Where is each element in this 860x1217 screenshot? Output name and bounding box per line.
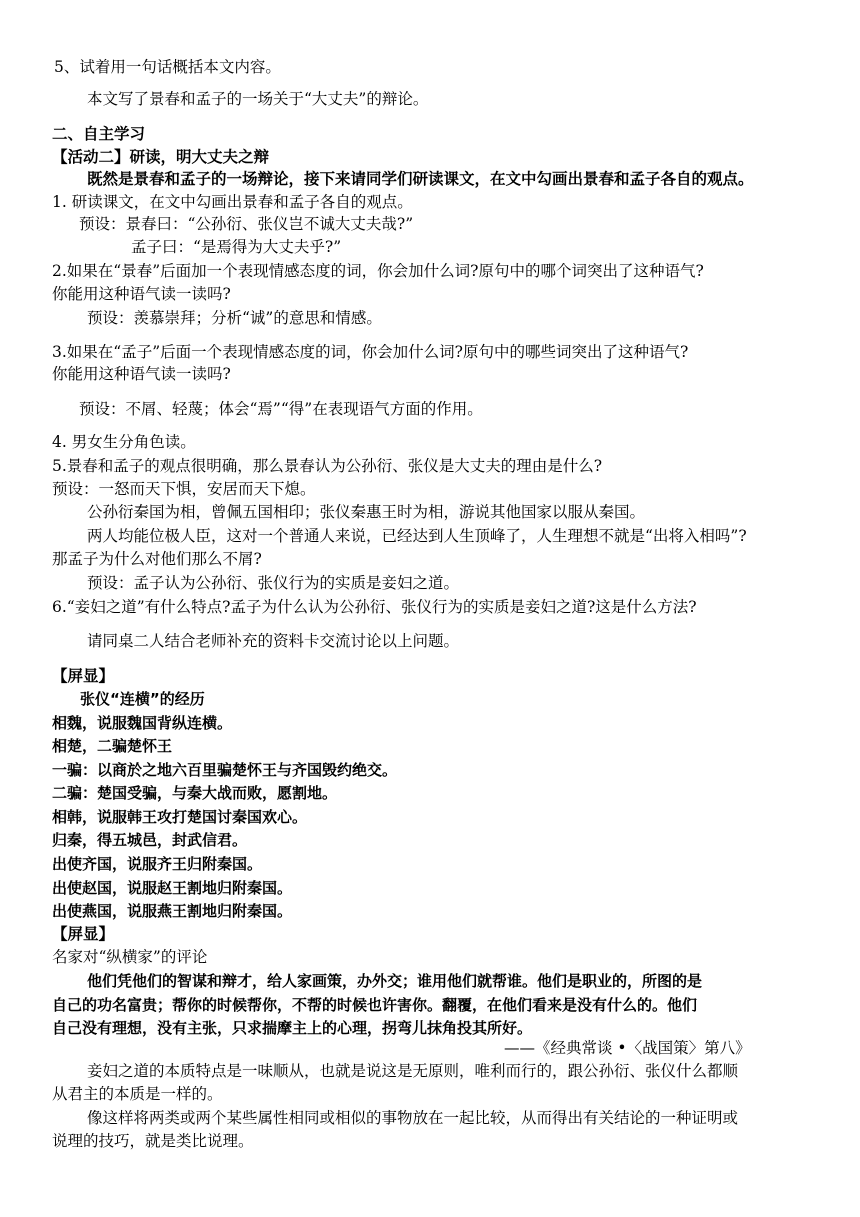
commentary-quote: 自己没有理想，没有主张，只求揣摩主上的心理，拐弯儿抹角投其所好。: [52, 1019, 533, 1037]
item-5-preset: 预设：一怒而天下惧，安居而天下熄。: [52, 480, 316, 498]
zhangyi-line: 出使燕国，说服燕王割地归附秦国。: [52, 902, 293, 920]
item-5-paragraph-3: 预设：孟子认为公孙衍、张仪行为的实质是妾妇之道。: [87, 574, 460, 592]
conclusion-paragraph-2: 像这样将两类或两个某些属性相同或相似的事物放在一起比较，从而得出有关结论的一种证明或: [87, 1109, 739, 1127]
item-3-continued: 你能用这种语气读一读吗?: [52, 365, 231, 383]
question-5: 5、试着用一句话概括本文内容。: [54, 58, 281, 76]
item-5-paragraph-2: 两人均能位极人臣，这对一个普通人来说，已经达到人生顶峰了，人生理想不就是“出将入相吗”?: [87, 527, 747, 545]
commentary-source: ——《经典常谈 •〈战国策〉第八》: [504, 1039, 751, 1057]
zhangyi-line: 一骗：以商於之地六百里骗楚怀王与齐国毁约绝交。: [52, 761, 398, 779]
item-6: 6.“妾妇之道”有什么特点?孟子为什么认为公孙衍、张仪行为的实质是妾妇之道?这是什么方法?: [52, 598, 697, 616]
activity-title: 【活动二】研读，明大丈夫之辩: [52, 147, 270, 166]
zhangyi-line: 相韩，说服韩王攻打楚国讨秦国欢心。: [52, 808, 308, 826]
zhangyi-line: 出使齐国，说服齐王归附秦国。: [52, 855, 263, 873]
section-heading: 二、自主学习: [52, 124, 146, 143]
item-2-continued: 你能用这种语气读一读吗?: [52, 285, 231, 303]
zhangyi-line: 归秦，得五城邑，封武信君。: [52, 831, 248, 849]
item-5-paragraph-2-continued: 那孟子为什么对他们那么不屑?: [52, 550, 262, 568]
item-1: 1. 研读课文，在文中勾画出景春和孟子各自的观点。: [52, 193, 413, 211]
zhangyi-line: 出使赵国，说服赵王割地归附秦国。: [52, 879, 293, 897]
zhangyi-line: 相魏，说服魏国背纵连横。: [52, 714, 233, 732]
zhangyi-title: 张仪“连横”的经历: [80, 690, 205, 708]
item-5: 5.景春和孟子的观点很明确，那么景春认为公孙衍、张仪是大丈夫的理由是什么?: [52, 457, 603, 475]
question-5-answer: 本文写了景春和孟子的一场关于“大丈夫”的辩论。: [87, 90, 429, 108]
item-6-note: 请同桌二人结合老师补充的资料卡交流讨论以上问题。: [87, 632, 460, 650]
item-5-paragraph-1: 公孙衍秦国为相，曾佩五国相印；张仪秦惠王时为相，游说其他国家以服从秦国。: [87, 503, 646, 521]
item-4: 4. 男女生分角色读。: [52, 433, 196, 451]
commentary-quote: 他们凭他们的智谋和辩才，给人家画策，办外交；谁用他们就帮谁。他们是职业的，所图的是: [87, 972, 703, 990]
conclusion-paragraph-1-continued: 从君主的本质是一样的。: [52, 1085, 223, 1103]
item-1-preset-mengzi: 孟子曰：“是焉得为大丈夫乎?”: [131, 238, 342, 256]
screen-label-2: 【屏显】: [52, 924, 115, 943]
commentary-subtitle: 名家对“纵横家”的评论: [52, 948, 208, 966]
item-2: 2.如果在“景春”后面加一个表现情感态度的词，你会加什么词?原句中的哪个词突出了这种语气?: [52, 262, 704, 280]
item-1-preset-jingchun: 预设：景春曰：“公孙衍、张仪岂不诚大丈夫哉?”: [79, 215, 414, 233]
zhangyi-line: 相楚，二骗楚怀王: [52, 737, 173, 755]
zhangyi-line: 二骗：楚国受骗，与秦大战而败，愿割地。: [52, 784, 338, 802]
conclusion-paragraph-2-continued: 说理的技巧，就是类比说理。: [52, 1132, 254, 1150]
item-3: 3.如果在“孟子”后面一个表现情感态度的词，你会加什么词?原句中的哪些词突出了这种语气?: [52, 343, 689, 361]
commentary-quote: 自己的功名富贵；帮你的时候帮你，不帮的时候也许害你。翻覆，在他们看来是没有什么的。他们: [52, 996, 698, 1014]
item-2-preset: 预设：羡慕崇拜；分析“诚”的意思和情感。: [87, 309, 382, 327]
screen-label-1: 【屏显】: [52, 666, 115, 685]
item-3-preset: 预设：不屑、轻蔑；体会“焉”“得”在表现语气方面的作用。: [79, 400, 483, 418]
conclusion-paragraph-1: 妾妇之道的本质特点是一味顺从，也就是说这是无原则，唯利而行的，跟公孙衍、张仪什么都顺: [87, 1062, 739, 1080]
activity-intro: 既然是景春和孟子的一场辩论，接下来请同学们研读课文，在文中勾画出景春和孟子各自的观点。: [87, 169, 754, 188]
